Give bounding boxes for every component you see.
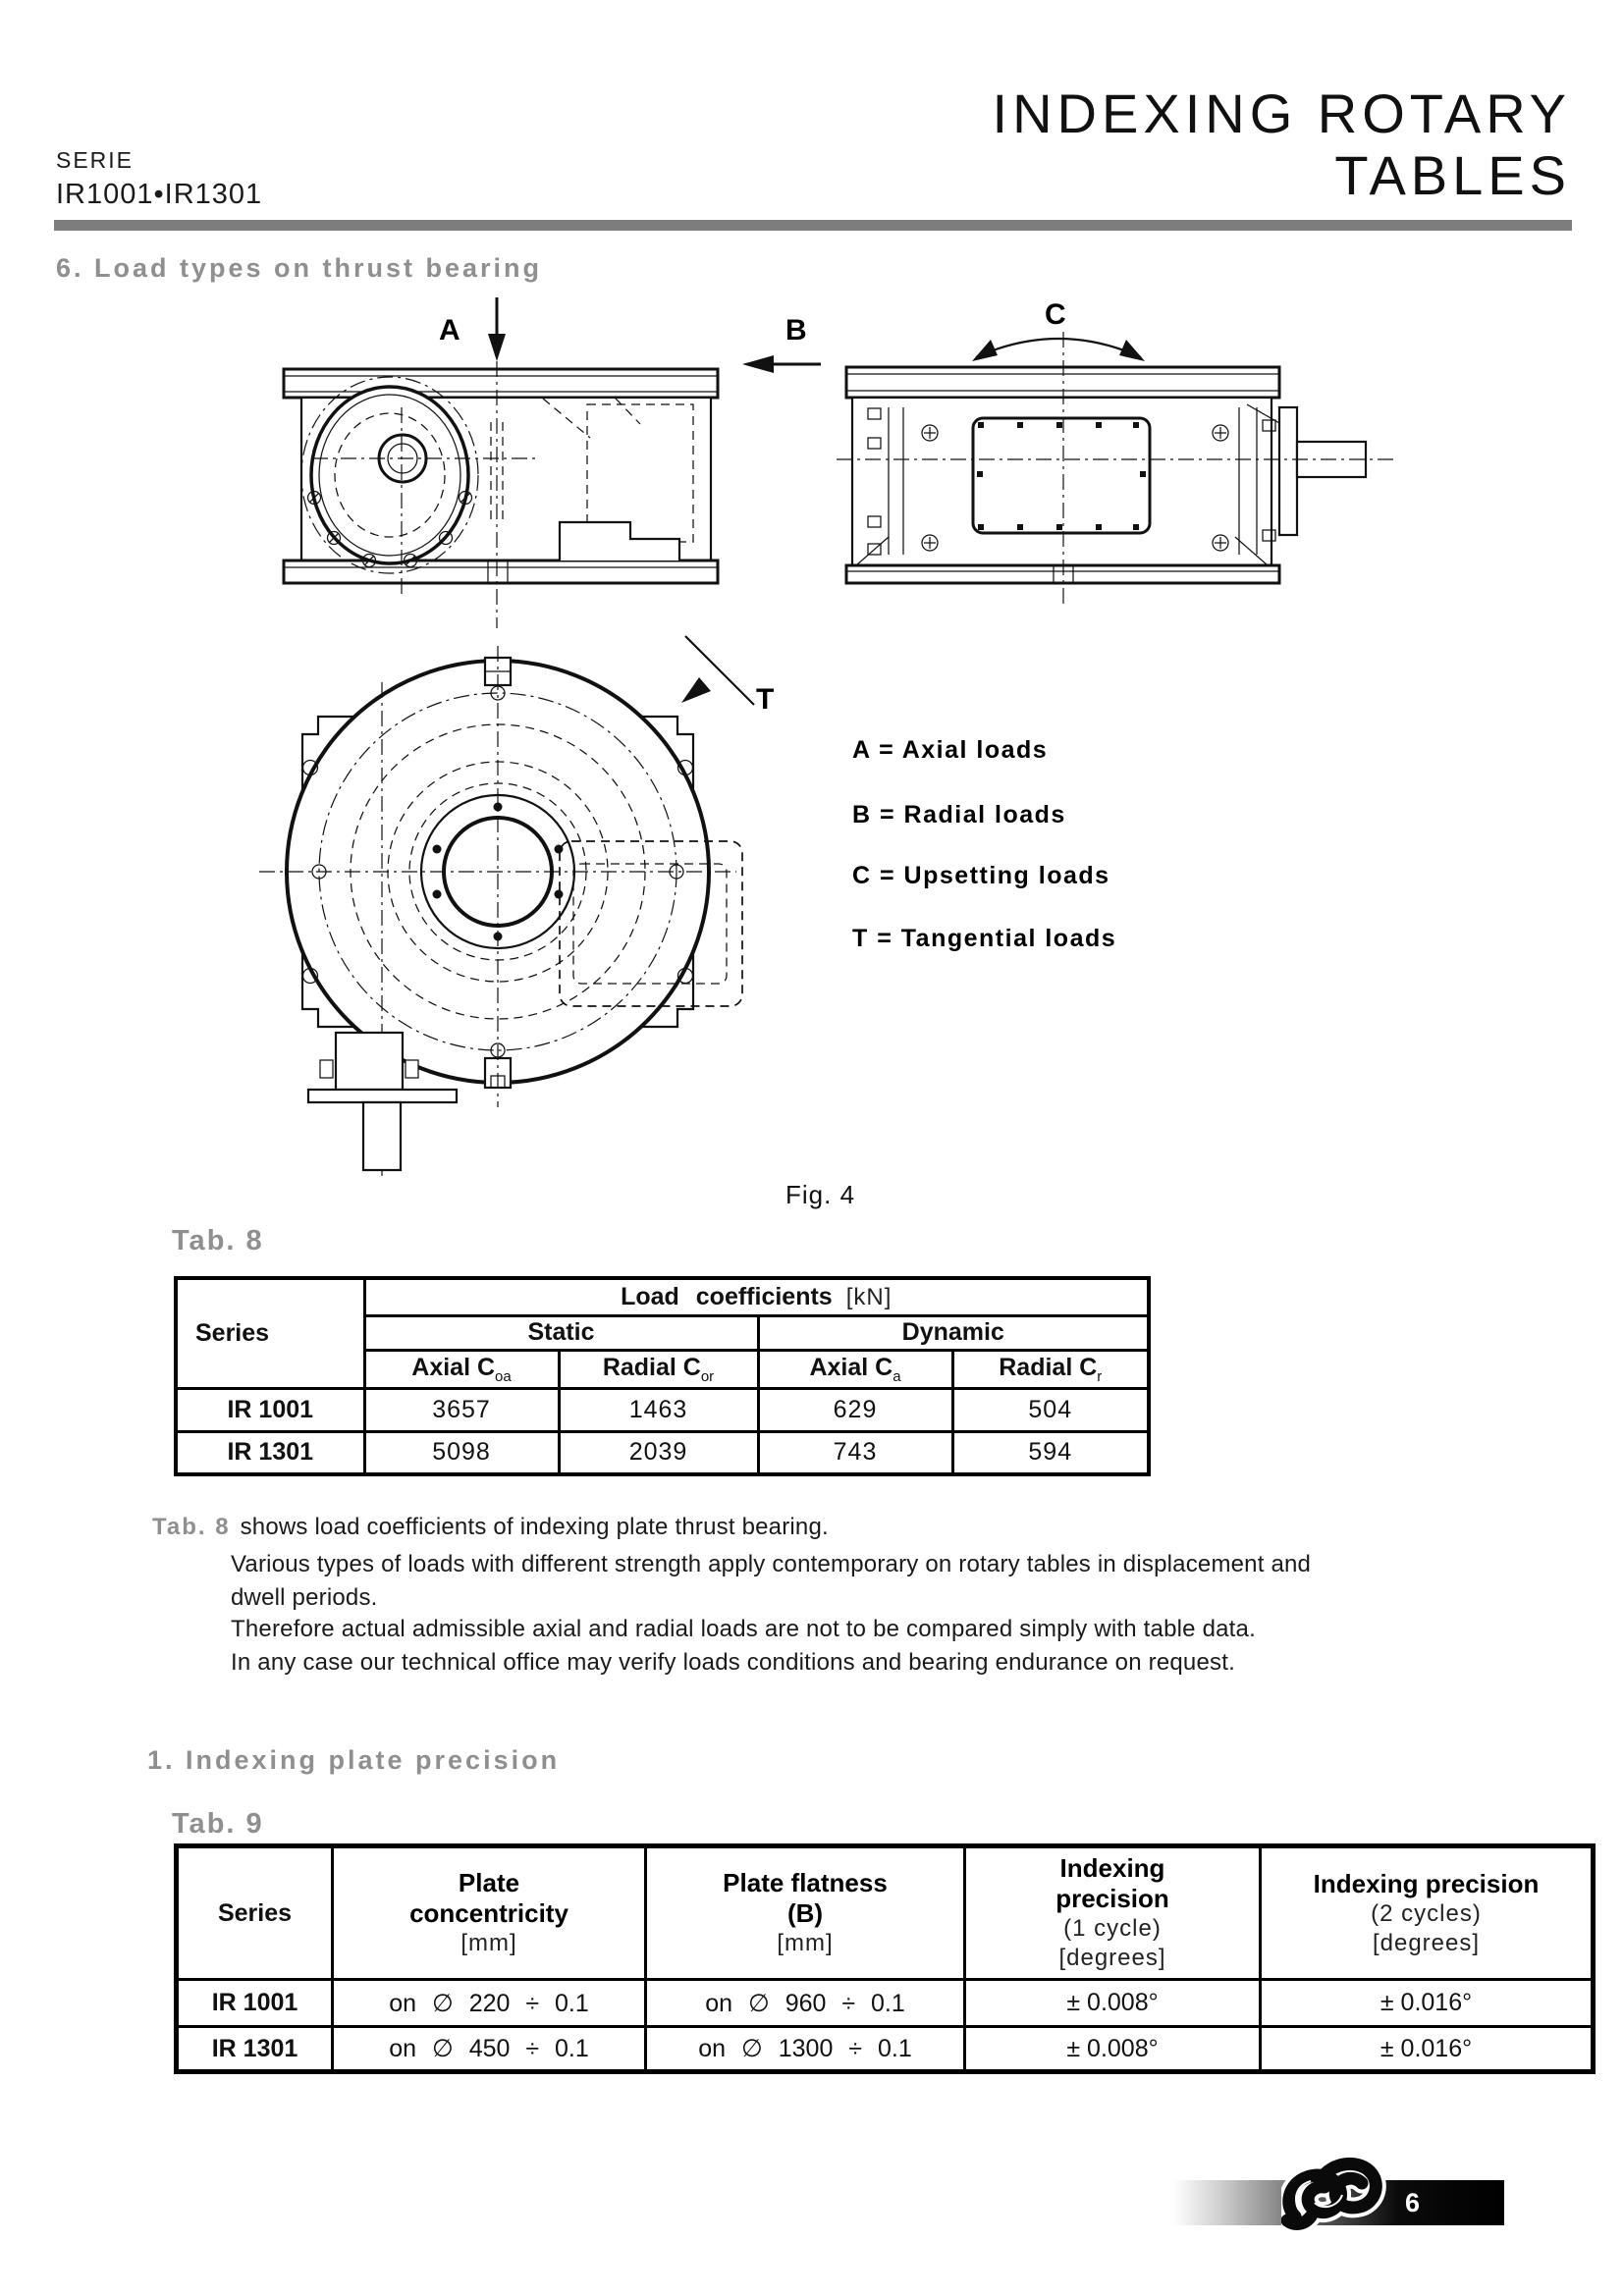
figure-caption: Fig. 4 — [785, 1180, 856, 1209]
note-lead: Tab. 8 — [152, 1514, 231, 1540]
note-lead-rest: shows load coefficients of indexing plate thrust bearing. — [240, 1514, 829, 1540]
legend-tangential: T = Tangential loads — [852, 925, 1117, 952]
page-title — [993, 82, 1571, 206]
tab8-title-unit: [kN] — [845, 1283, 893, 1310]
tab8-group-dynamic: Dynamic — [758, 1315, 1149, 1350]
section-heading-precision: 1. Indexing plate precision — [147, 1745, 561, 1775]
radial-load-label: B — [785, 314, 807, 347]
tab8-col-radial-cor: Radial $C_{or}$ — [559, 1350, 758, 1388]
tab8-row-ir1001 — [176, 1388, 1149, 1431]
tab8-load-coefficients — [174, 1276, 1151, 1476]
note-line-5: In any case our technical office may verify loads conditions and bearing endurance on request. — [231, 1649, 1235, 1676]
tab8-cell: 3657 — [364, 1388, 559, 1431]
axial-load-label: A — [439, 314, 460, 347]
tab8-cell: 504 — [952, 1388, 1149, 1431]
tab9-cell: ± 0.008° — [965, 2027, 1261, 2072]
tab8-cell: 629 — [758, 1388, 952, 1431]
tab8-row-series: IR 1001 — [176, 1388, 364, 1431]
fig4-technical-drawing — [0, 285, 1623, 1217]
serie-label: SERIE — [56, 147, 135, 173]
upsetting-load-label: C — [1045, 298, 1066, 331]
page-number: 6 — [1405, 2188, 1421, 2217]
top-view — [259, 646, 742, 1176]
tangential-load-arrow — [681, 636, 754, 705]
tab9-col-concentricity: Plate concentricity [mm] — [333, 1846, 646, 1980]
tab8-group-static: Static — [364, 1315, 758, 1350]
tab8-col-axial-coa: Axial $C_{oa}$ — [364, 1350, 559, 1388]
tab8-cell: 594 — [952, 1431, 1149, 1474]
tab9-cell: on ∅ 1300 ÷ 0.1 — [646, 2027, 965, 2072]
tab9-label: Tab. 9 — [172, 1808, 264, 1840]
tab8-cell: 1463 — [559, 1388, 758, 1431]
tab9-row-ir1001 — [177, 1980, 1594, 2027]
header-divider-bar — [54, 220, 1572, 231]
axial-load-arrow — [488, 297, 506, 361]
tab9-col-flatness: Plate flatness (B) [mm] — [646, 1846, 965, 1980]
note-line-4: Therefore actual admissible axial and radial loads are not to be compared simply with table data. — [231, 1616, 1256, 1642]
tab8-col-radial-cr: Radial $C_r$ — [952, 1350, 1149, 1388]
tab8-cell: 2039 — [559, 1431, 758, 1474]
tab9-cell: ± 0.008° — [965, 1980, 1261, 2027]
tab9-col-precision-2cycles: Indexing precision (2 cycles) [degrees] — [1261, 1846, 1594, 1980]
page-title-line1: INDEXING ROTARY — [992, 82, 1571, 144]
tab9-row-series: IR 1001 — [177, 1980, 333, 2027]
tab9-row-ir1301 — [177, 2027, 1594, 2072]
radial-load-arrow — [742, 355, 821, 373]
tab8-cell: 5098 — [364, 1431, 559, 1474]
tab8-label: Tab. 8 — [172, 1225, 264, 1256]
front-section-view — [284, 304, 718, 628]
tab8-row-series: IR 1301 — [176, 1431, 364, 1474]
legend-axial: A = Axial loads — [852, 736, 1049, 764]
tab8-series-header: Series — [176, 1278, 364, 1388]
upsetting-load-arrow — [972, 339, 1145, 361]
tab9-cell: ± 0.016° — [1261, 2027, 1594, 2072]
tab9-plate-precision — [174, 1843, 1596, 2074]
tab9-row-series: IR 1301 — [177, 2027, 333, 2072]
tab9-cell: on ∅ 220 ÷ 0.1 — [333, 1980, 646, 2027]
lateral-view — [837, 332, 1394, 607]
tab9-cell: ± 0.016° — [1261, 1980, 1594, 2027]
tab8-col-axial-ca: Axial $C_a$ — [758, 1350, 952, 1388]
tab8-title: Load coefficients — [621, 1282, 833, 1310]
tab8-title-cell — [364, 1278, 1149, 1315]
tab9-cell: on ∅ 450 ÷ 0.1 — [333, 2027, 646, 2072]
tab9-series-header: Series — [177, 1846, 333, 1980]
tab8-row-ir1301 — [176, 1431, 1149, 1474]
tangential-load-label: T — [756, 683, 775, 716]
tab9-col-precision-1cycle: Indexing precision (1 cycle) [degrees] — [965, 1846, 1261, 1980]
tab9-cell: on ∅ 960 ÷ 0.1 — [646, 1980, 965, 2027]
note-line-2: Various types of loads with different strength apply contemporary on rotary tables in displacement and — [231, 1551, 1312, 1577]
note-line-1 — [152, 1514, 829, 1541]
serie-models: IR1001•IR1301 — [56, 179, 263, 210]
legend-radial: B = Radial loads — [852, 801, 1066, 828]
note-line-3: dwell periods. — [231, 1584, 378, 1611]
page-title-line2: TABLES — [1334, 144, 1571, 206]
legend-upsetting: C = Upsetting loads — [852, 862, 1110, 889]
tab8-cell: 743 — [758, 1431, 952, 1474]
company-logo-icon — [1281, 2156, 1397, 2232]
section-heading-load-types: 6. Load types on thrust bearing — [56, 253, 543, 283]
